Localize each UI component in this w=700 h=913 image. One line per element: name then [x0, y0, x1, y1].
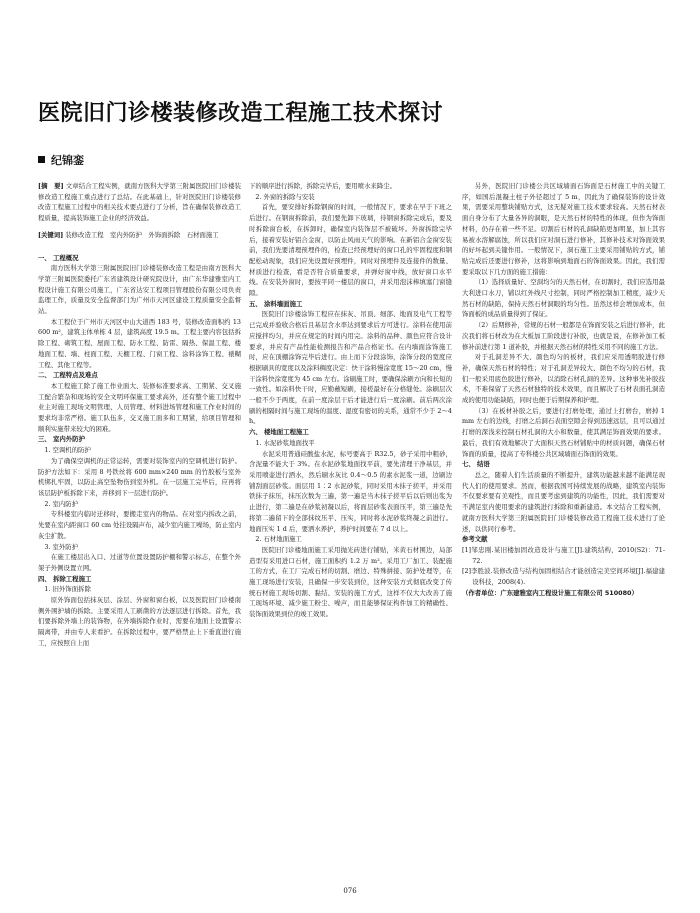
keywords-text: 装修改造工程 室内外防护 外饰面拆除 石材面施工	[65, 230, 219, 239]
paragraph: 南方医科大学第三附属医院旧门诊楼装修改造工程是由南方医科大学第三附属医院委托广东省建筑设计研究院设计，由广东华建雅室内工程设计施工有限公司施工，广东省达安工程项目管理股份有限公司负责监理工作，质量及安全监督部门为广州市天河区建设工程质量安全监督站。	[38, 264, 241, 316]
paragraph: 本工程施工除了施工作业面大、装修标准要求高、工期紧、交叉施工配合繁杂和现场的安全文明环保施工要求高外，还有整个施工过程中业主对施工现场文明管理、人员管理、材料进场管理和施工作业时间的要求均非常严格。施工队伍多，交叉施工面多和工期紧，给项目管理和顺利实施带来较大的困难。	[38, 381, 241, 433]
abstract	[38, 181, 241, 224]
paragraph: 本工程位于广州市天河区中山大道西 183 号，装修改造面积约 13 600 m²，建筑主体单栋 4 层，建筑高度 19.5 m。工程主要内容包括拆除工程、砌筑工程、屋面工程、防水工程、防雷、隔热、保温工程、楼地面工程、墙、柱面工程、天棚工程、门窗工程、涂料涂饰工程、裱糊工程、其他工程等。	[38, 317, 241, 369]
references-heading: 参考文献	[462, 535, 488, 544]
author-name: 纪锦銮	[51, 154, 84, 167]
paragraph: 在施工楼层出入口、过道等位置设置防护棚和警示标志，在整个外架子外侧设置立网。	[38, 553, 241, 572]
section-heading: 三、 室内外防护	[38, 435, 85, 444]
subsection-heading: 2. 外窗的拆除与安装	[255, 192, 315, 201]
paragraph: 医院旧门诊楼地面施工采用抛光砖进行铺贴，米黄石材围边，局部造型有采用进口石材，施工面积约 1.2 万 m²。采用工厂加工、装配施工的方式，在工厂完成石材的切割、磨边、特殊拼接、防护处理等，在施工现场进行安装，且确保一步安装到位，这种安装方式彻底改变了传统石材施工现场切割、黏结、安装的施工方式，这样不仅大大改善了施工现场环境、减少施工粉尘、噪声，而且能够保证构件加工的精确性、装饰面效果到位的竣工效果。	[249, 545, 452, 619]
abstract-text: 文章结合工程实例，就南方医科大学第三附属医院旧门诊楼装修改造工程施工重点进行了总结。在此基础上，针对医院旧门诊楼装修改造工程施工过程中的相关技术要点进行了分析，旨在确保装修改造工程质量，提高装饰施工企业的经济效益。	[38, 182, 241, 223]
paragraph: 另外，医院旧门诊楼公共区域墙面石饰面是石材施工中的关键工序，如国后混凝土柱子外径超过了 5 m，因此为了确保装饰的设计效果，需要采用整块铺贴方式，这无疑对施工技术要求较高。天然石材表面自身分布了大量各异的洞眼，是天然石材的特性的体现，但作为饰面材料，仍存在着一些不足。切割后石材的孔洞缺陷更加明显，加上其容易被水溶解腐蚀，所以我们应对洞石进行修补，其修补技术对饰面效果的好坏起到关键作用。一般情况下，洞石施工主要采用铺贴的方式，铺贴完成后还要进行修补，这将影响到地面石的饰面效果。因此，我们需要采取以下几方面的施工措施：	[462, 182, 665, 276]
paragraph: 医院旧门诊楼涂饰工程应在抹灰、吊顶、细部、地面及电气工程等已完成并验收合格后且基层含水率达到要求后方可进行。涂料在使用前应搅拌均匀，并应在规定的时间内用完。涂料的品种、颜色应符合设计要求，并应有产品性能检测报告和产品合格证书。在内墙面涂饰施工时，应在顶棚涂饰完毕后进行。由上而下分段涂饰，涂饰分段的宽度应根据刷具的宽度以及涂料稠度决定：快干涂料慢涂宽度 15～20 cm，慢干涂料快涂宽度为 45 cm 左右。涂刷施工时，要确保涂刷方向和长短的一致性。如涂料快干时，应勤蘸短刷，接槎最好在分格缝处。涂刷层次一般不少于两度，在前一度涂层干后才能进行后一度涂刷。前后两次涂刷的相隔时间与施工现场的温度、湿度有密切的关系，通常不少于 2～4 h。	[249, 310, 452, 426]
subsection-heading: 2. 石材地面施工	[255, 535, 302, 544]
paragraph: （1）选择质量好、空洞均匀的天然石材，在切割时，我们应选用最大利进口水刀，铺以红外线尺寸控制，同时严格控制加工精度，减少天然石材的缺陷，保持天然石材洞眼的均匀性。虽然这样会增加成本，但饰面板的成品质量得到了保证。	[462, 278, 665, 319]
section-heading: 二、 工程特点及难点	[38, 371, 98, 380]
subsection-heading: 3. 室外防护	[44, 542, 79, 551]
paragraph: 对于孔洞差异不大、颜色均匀的板材，我们应采用透明胶进行修补，确保天然石材的特性；对于孔洞差异较大、颜色不均匀的石材，我们一般采用底色胶进行修补，以消除石材孔洞的差异。这种事先补胶技术，不难保留了天然石材独特的技术效果，而且解决了石材表面孔洞造成的使用功能缺陷，同时也便于后期保养和护理。	[462, 353, 665, 405]
section-heading: 七、 结语	[462, 460, 490, 469]
paragraph: 为了确保空调机的正常运转，需要对装饰室内的空调机进行防护。防护方法如下：采用 8 号铁丝将 600 mm×240 mm 的竹胶板与室外机绑扎牢固，以防止高空坠物伤到室外机。在一层施工完毕后，应再将该层防护板拆除下来，并移到下一层进行防护。	[38, 456, 241, 497]
page-number: 076	[343, 887, 357, 895]
reference-number: [1]	[462, 545, 472, 554]
paragraph: 水泥采用普通硅酸盐水泥，标号要高于 R32.5，砂子采用中粗砂，含泥量不能大于 3%。在水泥砂浆地面找平前，要先清理干净基层，并采用喷壶进行洒水，然后刷水灰比 0.4～0.5 的素水泥浆一道，边刷边铺刮面层砂浆。面层用 1∶2 水泥砂浆，同时采用木抹子搓平，并采用铁抹子抹压，抹压次数为三遍，第一遍是当木抹子搓平后以后则出浆为止进行，第二遍是在砂浆初凝以后，将面层砂浆表面压平，第三遍是先将第二遍留下的全部抹纹压平、压实，同时将水泥砂浆终凝之前进行。地面压实 1 d 后，要洒水养护，养护时间要在 7 d 以上。	[249, 449, 452, 533]
paragraph: 原外饰面包括抹灰层、涂层、外窗和窗台板，以及医院旧门诊楼南侧外围护墙的拆除。主要采用人工刷凿的方法逐层进行拆除。首先，我们要拆除外墙上的装饰物，在外墙拆除作业时，需要在地面上设置警示隔离带，并由专人来看护。在拆除过程中，要严格禁止上下垂直进行施工，应按照自上而	[38, 596, 241, 647]
section-heading: 五、 涂料墙面施工	[249, 299, 303, 308]
subsection-heading: 1. 水泥砂浆地面找平	[255, 438, 315, 447]
paragraph: 首先，要安排好拆除钢窗的时间，一般情况下，要求在早于下班之后进行。在钢窗拆除前，我们要先卸下玻璃，待钢窗拆除完成后，要及时拆除窗台板，在拆卸时，确保室内装饰层不被破坏。外窗拆除完毕后，接着安装好铝合金窗，以防止风雨天气的影响。在新铝合金窗安装前，我们先要清理预埋件的，检查已经预埋好的窗口孔的牢固程度和钢配松动现象，我们应先设置好预埋件，同时对预埋件及连接件的数量、材质进行检查，看是否符合质量要求，并弹好窗中线，放好窗口水平线。在安装外窗时，要按平同一楼层的窗口，并采用泡沫棒填塞门窗缝隙。	[249, 203, 452, 298]
section-heading: 一、 工程概况	[38, 253, 79, 262]
paragraph: （2）后期修补，常规的石材一般都是在饰面安装之后进行修补，此次我们将石材改为在大板加工阶段进行补胶，也就是说，在修补加工板修补前进行第 1 道补胶，并根据天然石材的特性采用不同的施工方法。	[462, 321, 665, 351]
reference-item	[462, 545, 665, 566]
subsection-heading: 1. 空调机的防护	[44, 446, 91, 455]
column-2	[249, 181, 452, 861]
reference-text: 邹忠刚.某旧楼加固改造设计与施工[J].建筑结构，2010(S2)：71-72.	[471, 545, 665, 565]
reference-item	[462, 566, 665, 587]
subsection-heading: 2. 室内防护	[44, 499, 79, 508]
reference-text: 李胜波.装修改造与结构加固相结合才能创造完美空间环境[J].福建建设科技，2008(4).	[471, 567, 665, 587]
author-affiliation: （作者单位：广东建雅室内工程设计施工有限公司 510080）	[462, 588, 638, 597]
paragraph: 专科楼室内临时迁移时，要搬走室内的物品。在对室内拆改之前，先要在室内距窗口 60 cm 处挂设隔声布，减少室内施工噪场，防止室内灰尘扩散。	[38, 510, 241, 540]
keywords	[38, 230, 241, 241]
paragraph: 总之，随着人们生活质量的不断提升，建筑功能越来越不能满足现代人们的使用要求。然而，根据我国可持续发展的战略，建筑室内装饰不仅要求要有美观性，而且要考虑到建筑的功能性，因此，我们需要对不满足室内使用要求的建筑进行拆除和重新建造。本文结合工程实例，就南方医科大学第三附属医院旧门诊楼装修改造工程施工技术进行了论述，以供同行参考。	[462, 470, 665, 533]
paragraph: （3）在板材补胶之后，要进行打磨处理，通过上打磨台，磨掉 1 mm 左右的边线，打磨之后洞石表面空隙会得到迅速远层，且可以通过打磨的深浅来控制石材孔洞的大小和数量，使其满足饰面效果的要求。最后，我们有效地解决了大面积天然石材铺贴中的材质问题，确保石材饰面的质量，提高了专科楼公共区域墙面石饰面的效果。	[462, 406, 665, 458]
author-line	[38, 152, 84, 168]
reference-number: [2]	[462, 567, 472, 576]
column-3	[462, 181, 665, 861]
square-bullet-icon	[38, 156, 45, 163]
article-title: 医院旧门诊楼装修改造工程施工技术探讨	[38, 101, 444, 126]
section-heading: 四、 拆除工程施工	[38, 574, 92, 583]
keywords-label: [关键词]	[38, 230, 64, 239]
paragraph: 下的顺序进行拆除，拆除完毕后，要用喷水来降尘。	[249, 182, 396, 190]
section-heading: 六、 楼地面工程施工	[249, 428, 309, 437]
column-1	[38, 181, 241, 861]
subsection-heading: 1. 旧外饰面拆除	[44, 585, 91, 594]
abstract-label: [摘 要]	[38, 182, 64, 190]
